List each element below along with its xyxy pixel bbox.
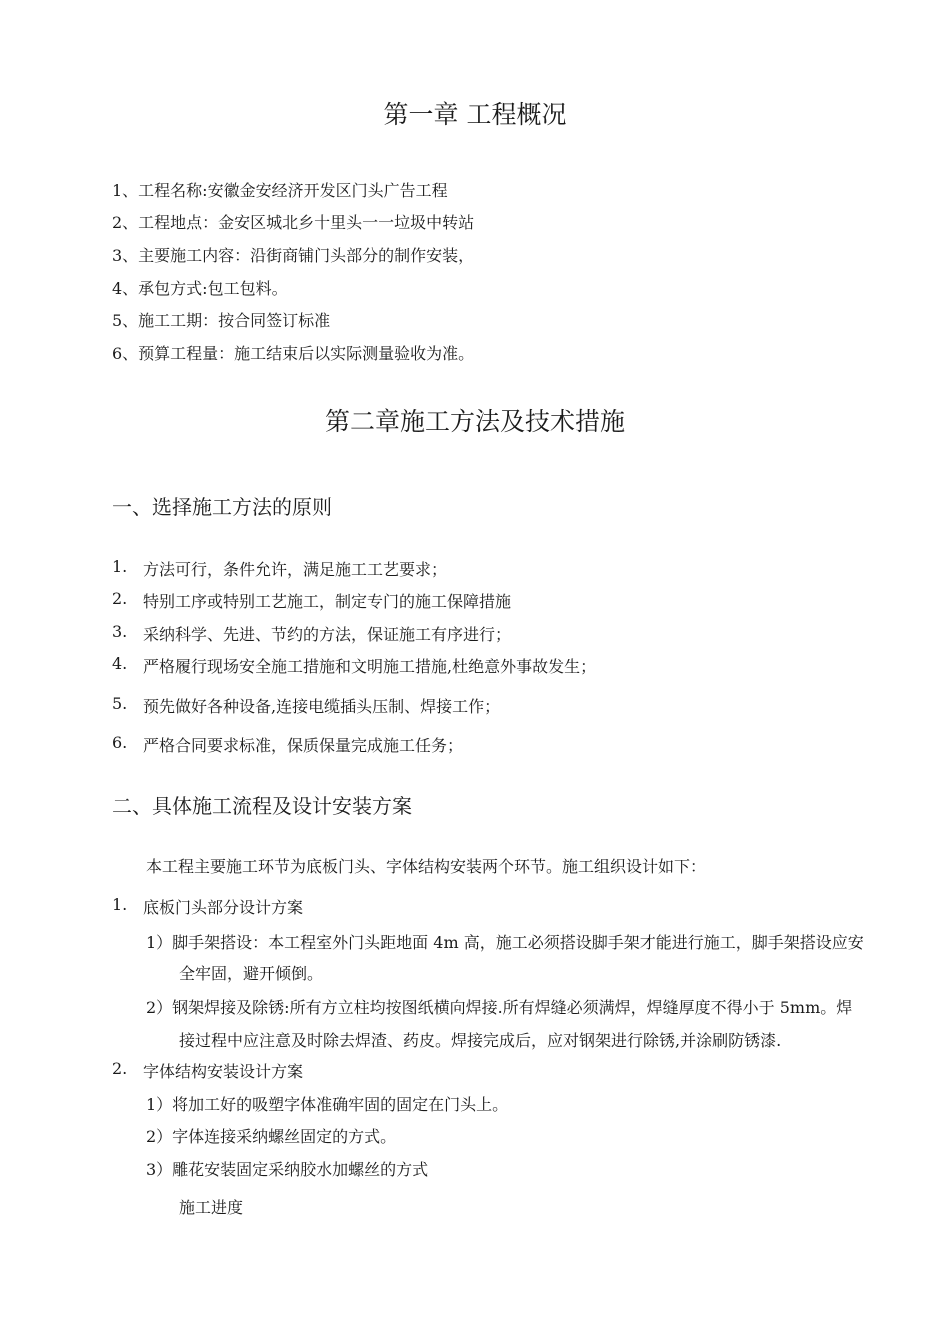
principle-text: 严格合同要求标准，保质保量完成施工任务； bbox=[143, 736, 464, 755]
sub1-item-1-line2: 全牢固，避开倾倒。 bbox=[179, 964, 324, 983]
principle-text: 特别工序或特别工艺施工，制定专门的施工保障措施 bbox=[143, 592, 512, 611]
sub1-item-2-line1: 2）钢架焊接及除锈:所有方立柱均按图纸横向焊接.所有焊缝必须满焊，焊缝厚度不得小于 5mm。焊 bbox=[146, 998, 853, 1017]
sub1-title: 底板门头部分设计方案 bbox=[143, 898, 304, 917]
principle-number: 5. bbox=[112, 694, 128, 713]
schedule-heading: 施工进度 bbox=[179, 1198, 244, 1217]
principle-text: 预先做好各种设备,连接电缆插头压制、焊接工作； bbox=[143, 697, 501, 716]
sub1-item-1-line1: 1）脚手架搭设：本工程室外门头距地面 4m 高，施工必须搭设脚手架才能进行施工，脚手架搭设应安 bbox=[146, 933, 864, 952]
chapter1-item-5: 5、施工工期：按合同签订标准 bbox=[112, 311, 331, 330]
sub2-item-2: 2）字体连接采纳螺丝固定的方式。 bbox=[146, 1127, 397, 1146]
sub2-item-1: 1）将加工好的吸塑字体准确牢固的固定在门头上。 bbox=[146, 1095, 509, 1114]
principle-text: 严格履行现场安全施工措施和文明施工措施,杜绝意外事故发生； bbox=[143, 657, 597, 676]
principle-text: 采纳科学、先进、节约的方法，保证施工有序进行； bbox=[143, 625, 512, 644]
chapter1-item-6: 6、预算工程量：施工结束后以实际测量验收为准。 bbox=[112, 344, 475, 363]
section2-title: 二、具体施工流程及设计安装方案 bbox=[112, 794, 412, 818]
principle-number: 1. bbox=[112, 557, 128, 576]
principle-text: 方法可行，条件允许，满足施工工艺要求； bbox=[143, 560, 448, 579]
chapter2-title: 第二章施工方法及技术措施 bbox=[324, 407, 625, 436]
sub2-item-3: 3）雕花安装固定采纳胶水加螺丝的方式 bbox=[146, 1160, 429, 1179]
section2-intro: 本工程主要施工环节为底板门头、字体结构安装两个环节。施工组织设计如下： bbox=[146, 857, 707, 876]
chapter1-item-2: 2、工程地点：金安区城北乡十里头一一垃圾中转站 bbox=[112, 213, 475, 232]
section1-title: 一、选择施工方法的原则 bbox=[112, 495, 332, 519]
principle-number: 6. bbox=[112, 733, 128, 752]
chapter1-item-1: 1、工程名称:安徽金安经济开发区门头广告工程 bbox=[112, 181, 448, 200]
sub1-item-2-line2: 接过程中应注意及时除去焊渣、药皮。焊接完成后，应对钢架进行除锈,并涂刷防锈漆. bbox=[179, 1031, 782, 1050]
sub2-number: 2. bbox=[112, 1059, 128, 1078]
principle-number: 4. bbox=[112, 654, 128, 673]
chapter1-item-3: 3、主要施工内容：沿街商铺门头部分的制作安装， bbox=[112, 246, 475, 265]
principle-number: 3. bbox=[112, 622, 128, 641]
sub2-title: 字体结构安装设计方案 bbox=[143, 1062, 304, 1081]
sub1-number: 1. bbox=[112, 895, 128, 914]
chapter1-item-4: 4、承包方式:包工包料。 bbox=[112, 279, 288, 298]
chapter1-title: 第一章 工程概况 bbox=[383, 100, 567, 129]
principle-number: 2. bbox=[112, 589, 128, 608]
